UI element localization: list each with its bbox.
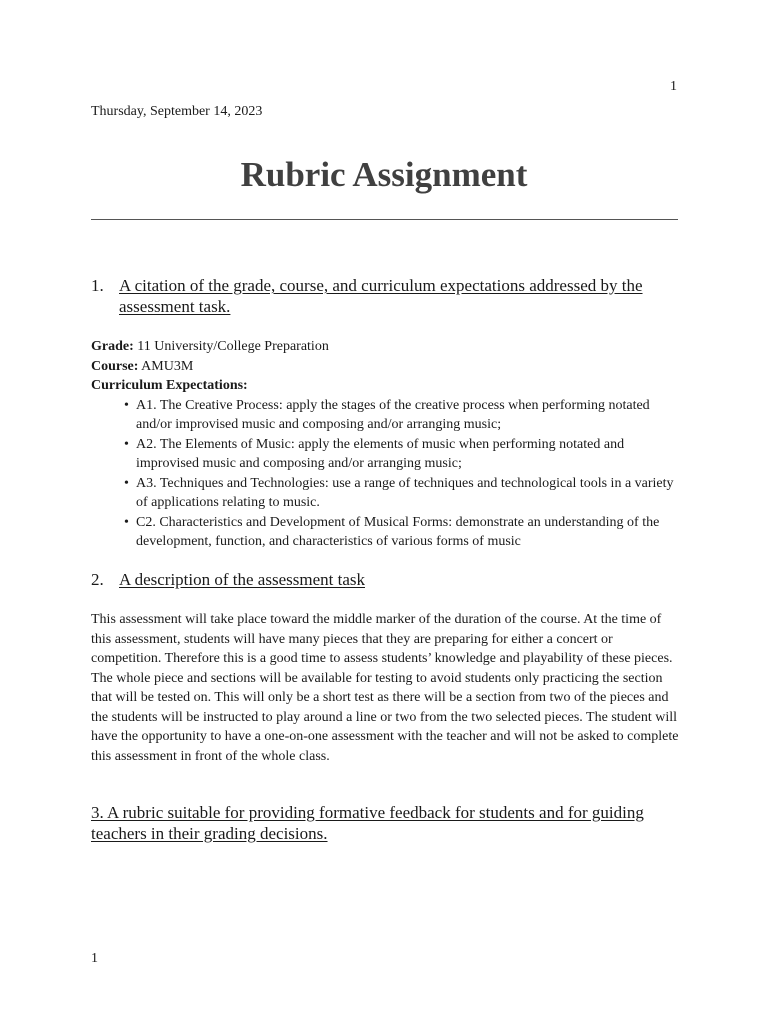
section-2-number: 2. [91, 570, 104, 589]
course-row [91, 357, 681, 377]
grade-value: 11 University/College Preparation [137, 339, 329, 354]
assessment-description: This assessment will take place toward the middle marker of the duration of the course. At the time of this assessment, students will have many pieces that they are preparing for either a concert or competition. Therefore this is a good time to assess students’ knowledge and playability of these pieces. The whole piece and sections will be available for testing to avoid students only practicing the section that will be tested on. This will only be a short test as there will be a section from two of the pieces and the students will be instructed to play around a line or two from the two selected pieces. The student will have the opportunity to have a one-on-one assessment with the teacher and will not be asked to complete this assessment in front of the whole class. [91, 612, 679, 764]
curriculum-item-text: C2. Characteristics and Development of Musical Forms: demonstrate an understanding of the development, function, and characteristics of various forms of music [136, 514, 660, 549]
list-item [91, 474, 681, 513]
section-1-title: A citation of the grade, course, and curriculum expectations addressed by the assessment task. [119, 276, 643, 316]
list-item [91, 513, 681, 552]
title-divider [91, 219, 678, 220]
list-item [91, 396, 681, 435]
curriculum-item-text: A3. Techniques and Technologies: use a range of techniques and technological tools in a variety of applications relating to music. [136, 475, 674, 510]
page-number-bottom: 1 [91, 951, 98, 966]
document-title: Rubric Assignment [240, 155, 528, 194]
grade-label: Grade: [91, 339, 134, 354]
curriculum-row [91, 376, 681, 396]
course-value: AMU3M [141, 358, 194, 374]
course-details [91, 337, 681, 552]
course-label: Course: [91, 358, 139, 374]
section-1-heading [91, 275, 681, 317]
grade-row [91, 337, 681, 357]
section-3-title: 3. A rubric suitable for providing formative feedback for students and for guiding teachers in their grading decisions. [91, 803, 644, 843]
section-2-title: A description of the assessment task [119, 570, 365, 589]
bullet-icon: • [124, 475, 129, 491]
section-2-heading [91, 569, 681, 590]
page-number-top: 1 [670, 79, 677, 94]
list-item [91, 435, 681, 474]
section-1-number: 1. [91, 276, 104, 295]
document-date: Thursday, September 14, 2023 [91, 104, 263, 119]
bullet-icon: • [124, 436, 129, 452]
curriculum-item-text: A2. The Elements of Music: apply the elements of music when performing notated and improvised music and composing and/or arranging music; [136, 436, 625, 471]
bullet-icon: • [124, 514, 129, 530]
section-3-heading [91, 802, 681, 844]
curriculum-item-text: A1. The Creative Process: apply the stages of the creative process when performing notated and/or improvised music and composing and/or arranging music; [136, 397, 650, 432]
bullet-icon: • [124, 397, 129, 413]
curriculum-label: Curriculum Expectations: [91, 378, 248, 393]
curriculum-list [91, 396, 681, 552]
